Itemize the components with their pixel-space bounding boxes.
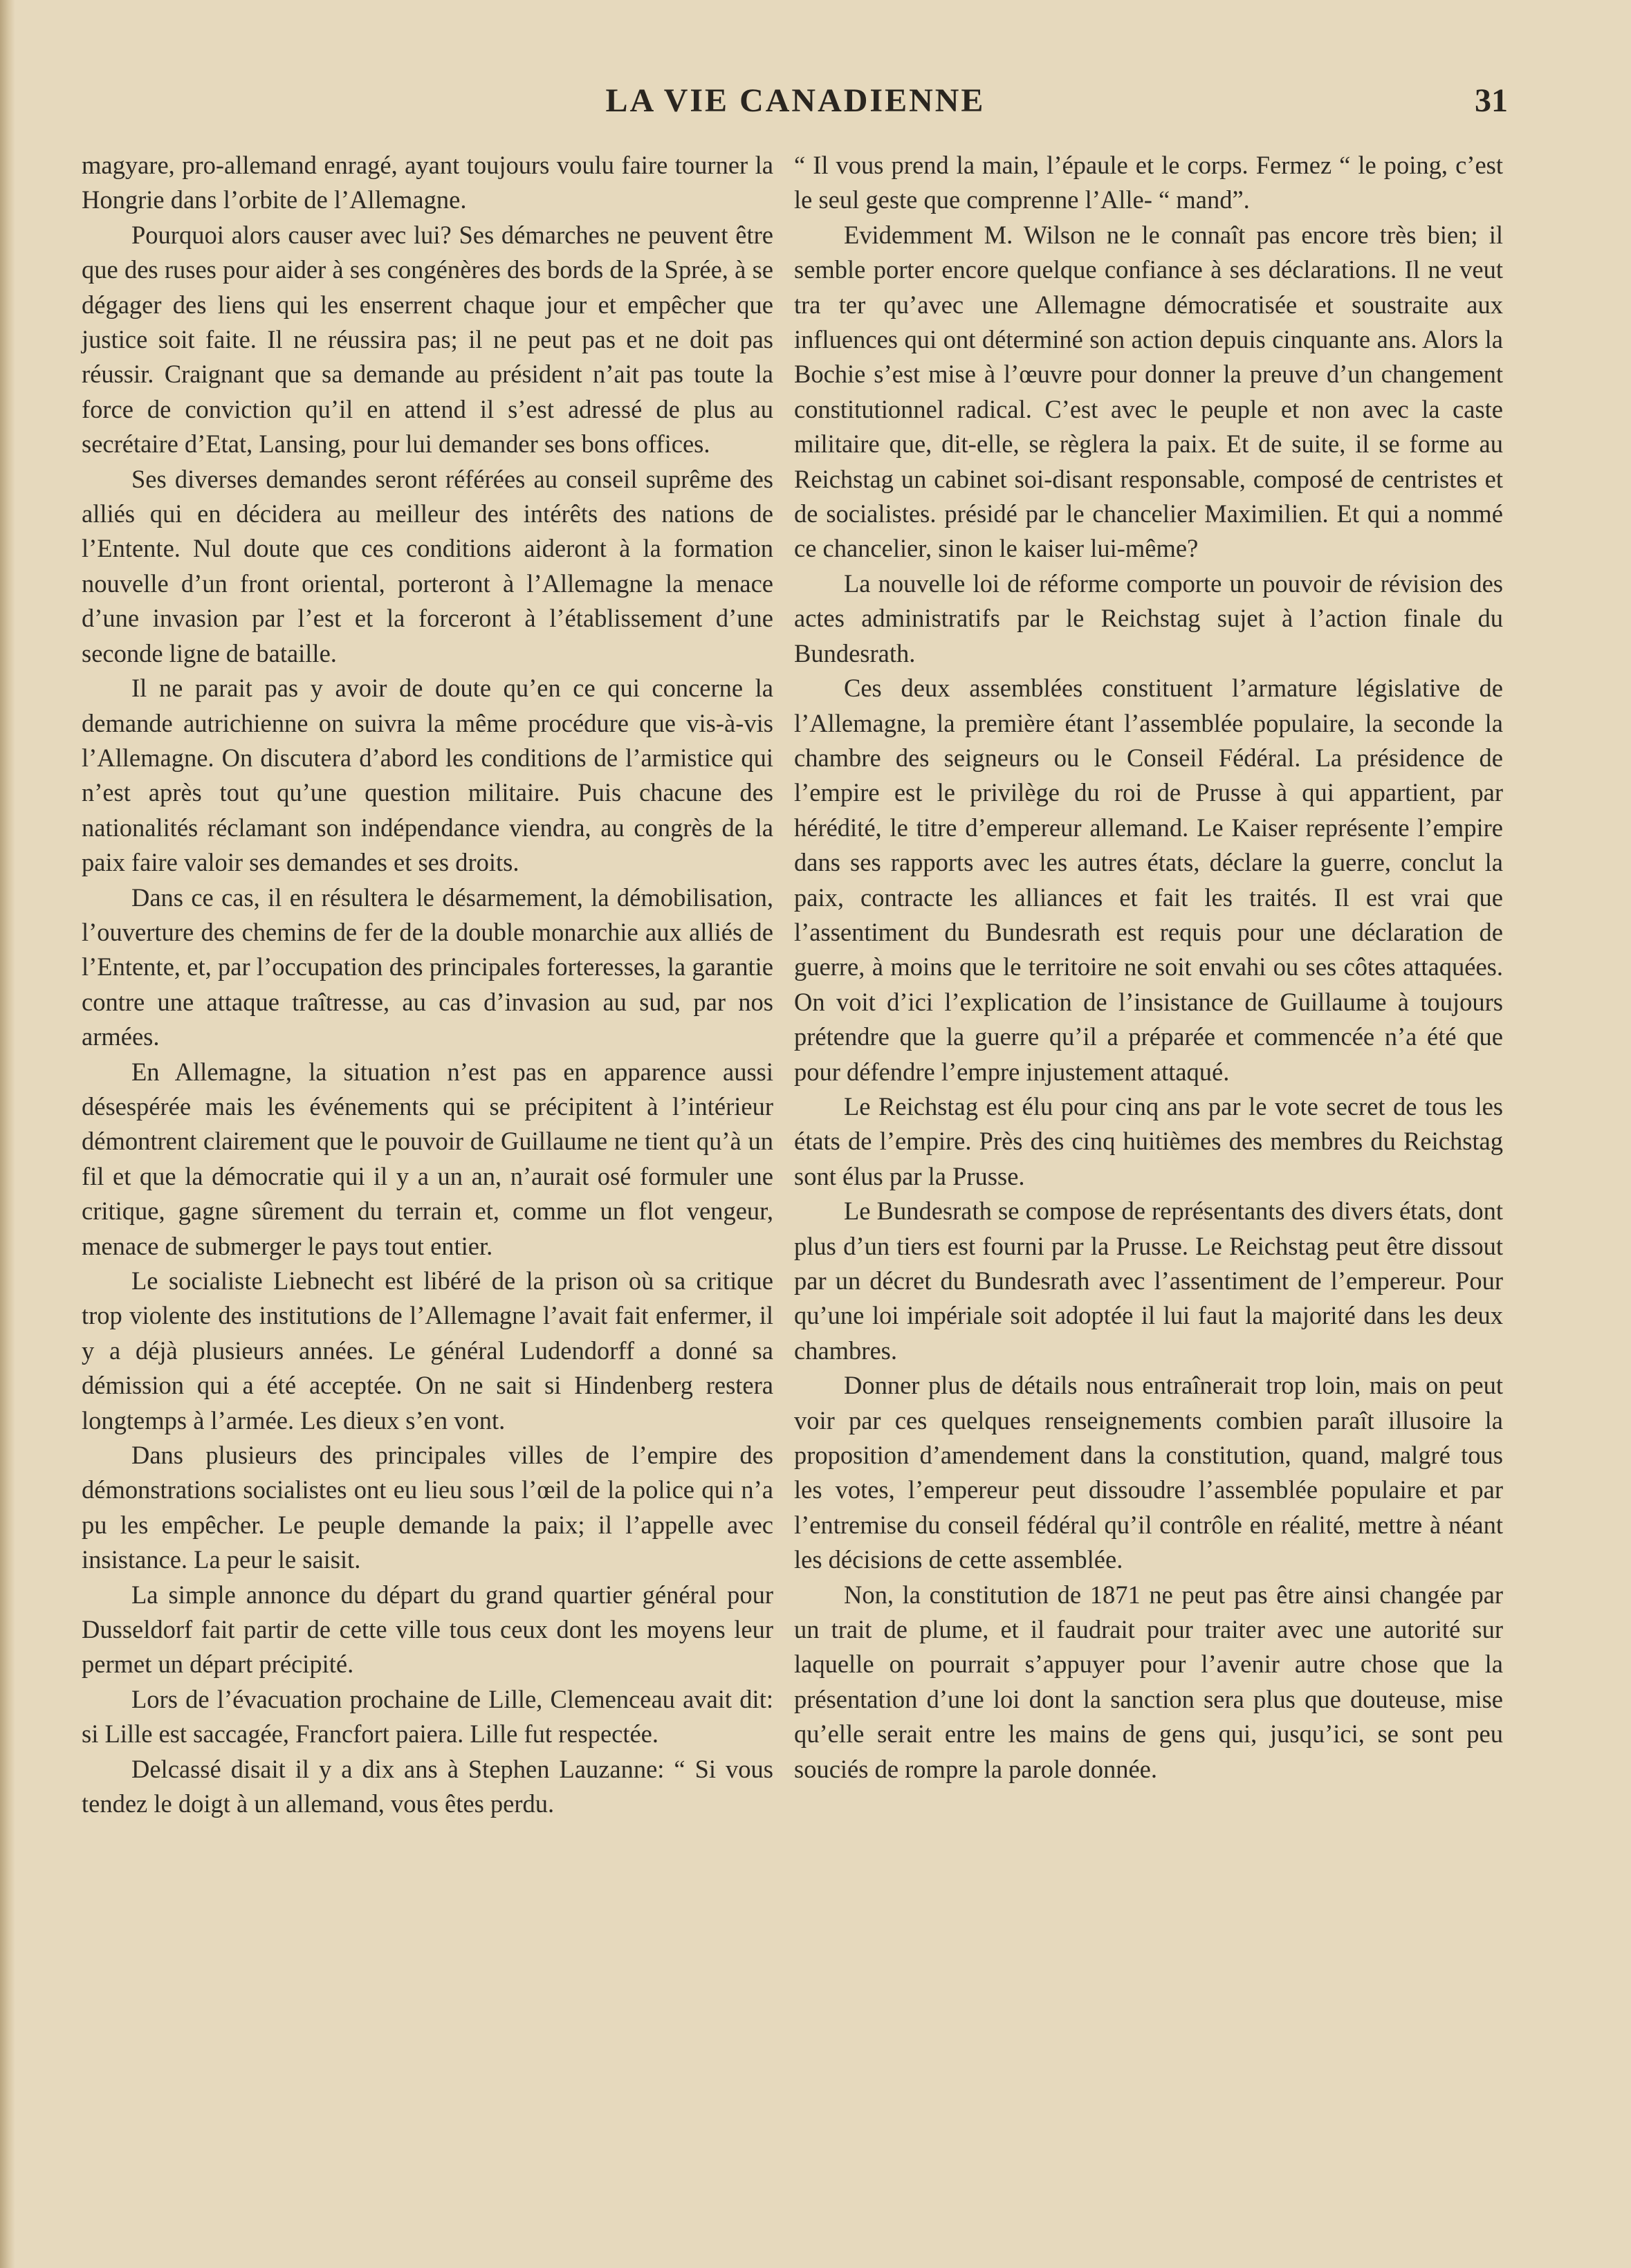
paragraph: Ces deux assemblées constituent l’armature législative de l’Allemagne, la première étant l’assemblée populaire, la seconde la chambre des seigneurs ou le Conseil Fédéral. La présidence de l’empire est le privilège du roi de Prusse à qui appartient, par hérédité, le titre d’empereur allemand. Le Kaiser représente l’empire dans ses rapports avec les autres états, déclare la guerre, conclut la paix, contracte les alliances et fait les traités. Il est vrai que l’assentiment du Bundesrath est requis pour une déclaration de guerre, à moins que le territoire ne soit envahi ou ses côtes attaquées. On voit d’ici l’explication de l’insistance de Guillaume à toujours prétendre que la guerre qu’il a préparée et commencée n’a été que pour défendre l’empre injustement attaqué. (794, 674, 1503, 1086)
paragraph: Le socialiste Liebnecht est libéré de la prison où sa critique trop violente des institutions de l’Allemagne l’avait fait enfermer, il y a déjà plusieurs années. Le général Ludendorff a donné sa démission qui a été acceptée. On ne sait si Hindenberg restera longtemps à l’armée. Les dieux s’en vont. (82, 1266, 773, 1435)
paragraph: “ Il vous prend la main, l’épaule et le corps. Fermez “ le poing, c’est le seul geste que comprenne l’Alle- “ mand”. (794, 151, 1503, 214)
paragraph: En Allemagne, la situation n’est pas en apparence aussi désespérée mais les événements qui se précipitent à l’intérieur démontrent clairement que le pouvoir de Guillaume ne tient qu’à un fil et que la démocratie qui il y a un an, n’aurait osé formuler une critique, gagne sûrement du terrain et, comme un flot vengeur, menace de submerger le pays tout entier. (82, 1057, 773, 1260)
paragraph: Il ne parait pas y avoir de doute qu’en ce qui concerne la demande autrichienne on suivra la même procédure que vis-à-vis l’Allemagne. On discutera d’abord les conditions de l’armistice qui n’est après tout qu’une question militaire. Puis chacune des nationalités réclamant son indépendance viendra, au congrès de la paix faire valoir ses demandes et ses droits. (82, 674, 773, 877)
paragraph: Le Bundesrath se compose de représentants des divers états, dont plus d’un tiers est fourni par la Prusse. Le Reichstag peut être dissout par un décret du Bundesrath avec l’assentiment de l’empereur. Pour qu’une loi impériale soit adoptée il lui faut la majorité dans les deux chambres. (794, 1197, 1503, 1365)
running-title: LA VIE CANADIENNE (605, 82, 986, 119)
running-header (83, 82, 1508, 123)
paragraph: Evidemment M. Wilson ne le connaît pas encore très bien; il semble porter encore quelque confiance à ses déclarations. Il ne veut tra ter qu’avec une Allemagne démocratisée et soustraite aux influences qui ont déterminé son action depuis cinquante ans. Alors la Bochie s’est mise à l’œuvre pour donner la preuve d’un changement constitutionnel radical. C’est avec le peuple et non avec la caste militaire que, dit-elle, se règlera la paix. Et de suite, il se forme au Reichstag un cabinet soi-disant responsable, composé de centristes et de socialistes. présidé par le chancelier Maximilien. Et qui a nommé ce chancelier, sinon le kaiser lui-même? (794, 220, 1503, 563)
paragraph: Delcassé disait il y a dix ans à Stephen Lauzanne: “ Si vous tendez le doigt à un allemand, vous êtes perdu. (82, 1754, 773, 1818)
paragraph: Non, la constitution de 1871 ne peut pas être ainsi changée par un trait de plume, et il faudrait pour traiter avec une autorité sur laquelle on pourrait s’appuyer pour l’avenir autre chose que la présentation d’une loi dont la sanction sera plus que douteuse, mise qu’elle serait entre les mains de gens qui, jusqu’ici, se sont peu souciés de rompre la parole donnée. (794, 1580, 1503, 1783)
page-number: 31 (1475, 82, 1508, 119)
page-binding-edge (0, 0, 15, 2268)
paragraph: magyare, pro-allemand enragé, ayant toujours voulu faire tourner la Hongrie dans l’orbite de l’Allemagne. (82, 151, 773, 214)
paragraph: Lors de l’évacuation prochaine de Lille, Clemenceau avait dit: si Lille est saccagée, Francfort paiera. Lille fut respectée. (82, 1684, 773, 1749)
paragraph: Le Reichstag est élu pour cinq ans par le vote secret de tous les états de l’empire. Près des cinq huitièmes des membres du Reichstag sont élus par la Prusse. (794, 1091, 1503, 1190)
paragraph: Dans plusieurs des principales villes de l’empire des démonstrations socialistes ont eu lieu sous l’œil de la police qui n’a pu les empêcher. Le peuple demande la paix; il l’appelle avec insistance. La peur le saisit. (82, 1441, 773, 1574)
paragraph: La simple annonce du départ du grand quartier général pour Dusseldorf fait partir de cette ville tous ceux dont les moyens leur permet un départ précipité. (82, 1580, 773, 1679)
paragraph: Donner plus de détails nous entraînerait trop loin, mais on peut voir par ces quelques renseignements combien paraît illusoire la proposition d’amendement dans la constitution, quand, malgré tous les votes, l’empereur peut dissoudre l’assemblée populaire et par l’entremise du conseil fédéral qu’il contrôle en réalité, mettre à néant les décisions de cette assemblée. (794, 1371, 1503, 1574)
left-column (82, 148, 773, 1822)
paragraph: Pourquoi alors causer avec lui? Ses démarches ne peuvent être que des ruses pour aider à ses congénères des bords de la Sprée, à se dégager des liens qui les enserrent chaque jour et empêcher que justice soit faite. Il ne réussira pas; il ne peut pas et ne doit pas réussir. Craignant que sa demande au président n’ait pas toute la force de conviction qu’il en attend il s’est adressé de plus au secrétaire d’Etat, Lansing, pour lui demander ses bons offices. (82, 220, 773, 459)
paragraph: Ses diverses demandes seront référées au conseil suprême des alliés qui en décidera au meilleur des intérêts des nations de l’Entente. Nul doute que ces conditions aideront à la formation nouvelle d’un front oriental, porteront à l’Allemagne la menace d’une invasion par l’est et la forceront à l’établissement d’une seconde ligne de bataille. (82, 464, 773, 667)
paragraph: Dans ce cas, il en résultera le désarmement, la démobilisation, l’ouverture des chemins de fer de la double monarchie aux alliés de l’Entente, et, par l’occupation des principales forteresses, la garantie contre une attaque traîtresse, au cas d’invasion au sud, par nos armées. (82, 883, 773, 1051)
right-column (794, 148, 1503, 1787)
paragraph: La nouvelle loi de réforme comporte un pouvoir de révision des actes administratifs par le Reichstag sujet à l’action finale du Bundesrath. (794, 569, 1503, 667)
